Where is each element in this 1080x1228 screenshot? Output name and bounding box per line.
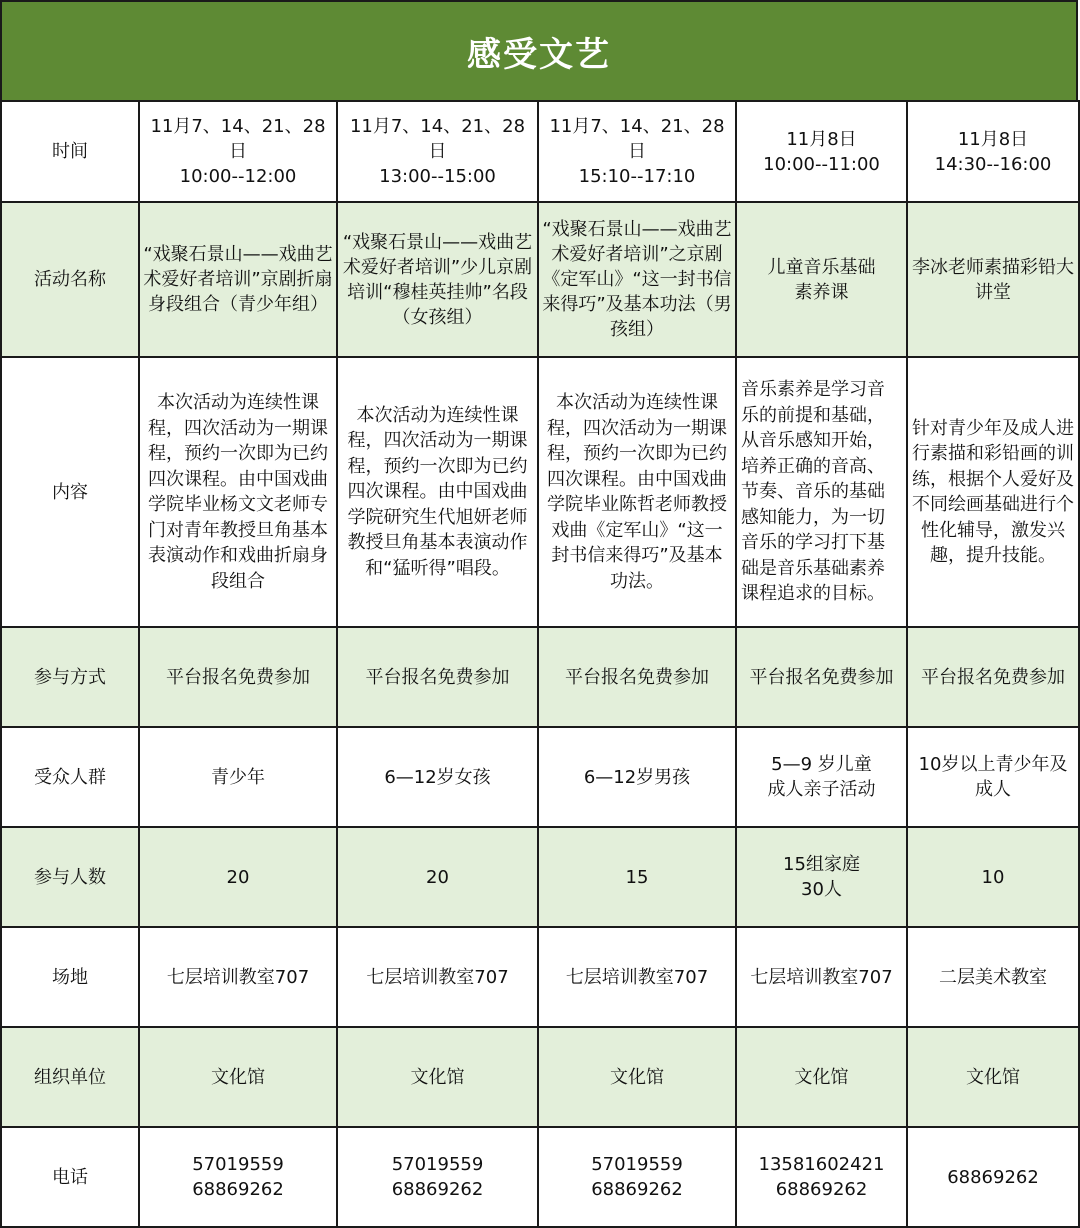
table-cell: 青少年	[139, 727, 337, 827]
table-cell: 15组家庭 30人	[736, 827, 907, 927]
row-organizer	[1, 1027, 1079, 1127]
table-cell: 57019559 68869262	[139, 1127, 337, 1227]
table-cell: 11月8日 10:00--11:00	[736, 101, 907, 202]
row-label: 受众人群	[1, 727, 139, 827]
table-cell: 文化馆	[337, 1027, 538, 1127]
row-label: 参与人数	[1, 827, 139, 927]
table-cell: 13581602421 68869262	[736, 1127, 907, 1227]
row-content	[1, 357, 1079, 627]
row-label: 电话	[1, 1127, 139, 1227]
page-title: 感受文艺	[0, 0, 1078, 100]
table-cell: 本次活动为连续性课程，四次活动为一期课程，预约一次即为已约四次课程。由中国戏曲学院毕业杨文文老师专门对青年教授旦角基本表演动作和戏曲折扇身段组合	[139, 357, 337, 627]
row-participation	[1, 627, 1079, 727]
table-cell: 七层培训教室707	[736, 927, 907, 1027]
table-cell: 七层培训教室707	[538, 927, 736, 1027]
row-time	[1, 101, 1079, 202]
table-cell: 10岁以上青少年及成人	[907, 727, 1079, 827]
table-cell: “戏聚石景山——戏曲艺术爱好者培训”少儿京剧培训“穆桂英挂帅”名段（女孩组）	[337, 202, 538, 357]
table-cell: 平台报名免费参加	[736, 627, 907, 727]
row-label: 内容	[1, 357, 139, 627]
table-cell: 平台报名免费参加	[907, 627, 1079, 727]
table-cell: 6—12岁男孩	[538, 727, 736, 827]
table-cell: “戏聚石景山——戏曲艺术爱好者培训”之京剧《定军山》“这一封书信来得巧”及基本功法（男孩组）	[538, 202, 736, 357]
table-cell: 七层培训教室707	[139, 927, 337, 1027]
table-cell: 文化馆	[139, 1027, 337, 1127]
activity-table	[0, 100, 1080, 1228]
table-cell: 57019559 68869262	[538, 1127, 736, 1227]
table-cell: 11月7、14、21、28日 15:10--17:10	[538, 101, 736, 202]
table-cell: 本次活动为连续性课程，四次活动为一期课程，预约一次即为已约四次课程。由中国戏曲学院研究生代旭妍老师教授旦角基本表演动作和“猛听得”唱段。	[337, 357, 538, 627]
table-cell: 二层美术教室	[907, 927, 1079, 1027]
table-cell: 文化馆	[538, 1027, 736, 1127]
row-label: 参与方式	[1, 627, 139, 727]
table-cell: 平台报名免费参加	[337, 627, 538, 727]
row-label: 活动名称	[1, 202, 139, 357]
table-cell: 68869262	[907, 1127, 1079, 1227]
table-cell: 15	[538, 827, 736, 927]
table-cell: 文化馆	[736, 1027, 907, 1127]
table-cell: 平台报名免费参加	[139, 627, 337, 727]
row-headcount	[1, 827, 1079, 927]
table-cell: 平台报名免费参加	[538, 627, 736, 727]
table-cell: 10	[907, 827, 1079, 927]
table-cell: 李冰老师素描彩铅大讲堂	[907, 202, 1079, 357]
table-cell: 针对青少年及成人进行素描和彩铅画的训练，根据个人爱好及不同绘画基础进行个性化辅导，激发兴趣，提升技能。	[907, 357, 1079, 627]
table-cell: 6—12岁女孩	[337, 727, 538, 827]
table-cell: 儿童音乐基础 素养课	[736, 202, 907, 357]
table-cell: 本次活动为连续性课程，四次活动为一期课程，预约一次即为已约四次课程。由中国戏曲学院毕业陈哲老师教授戏曲《定军山》“这一封书信来得巧”及基本功法。	[538, 357, 736, 627]
row-activity-name	[1, 202, 1079, 357]
table-cell: 11月8日 14:30--16:00	[907, 101, 1079, 202]
table-cell: 20	[139, 827, 337, 927]
row-label: 时间	[1, 101, 139, 202]
table-cell: 11月7、14、21、28日 13:00--15:00	[337, 101, 538, 202]
row-venue	[1, 927, 1079, 1027]
table-cell: 七层培训教室707	[337, 927, 538, 1027]
table-cell: 20	[337, 827, 538, 927]
table-cell: 11月7、14、21、28日 10:00--12:00	[139, 101, 337, 202]
table-cell: 57019559 68869262	[337, 1127, 538, 1227]
row-label: 组织单位	[1, 1027, 139, 1127]
table-cell: 音乐素养是学习音乐的前提和基础，从音乐感知开始，培养正确的音高、节奏、音乐的基础感知能力，为一切音乐的学习打下基础是音乐基础素养课程追求的目标。	[736, 357, 907, 627]
table-cell: 文化馆	[907, 1027, 1079, 1127]
table-cell: 5—9 岁儿童 成人亲子活动	[736, 727, 907, 827]
row-phone	[1, 1127, 1079, 1227]
row-label: 场地	[1, 927, 139, 1027]
table-cell: “戏聚石景山——戏曲艺术爱好者培训”京剧折扇身段组合（青少年组）	[139, 202, 337, 357]
row-audience	[1, 727, 1079, 827]
